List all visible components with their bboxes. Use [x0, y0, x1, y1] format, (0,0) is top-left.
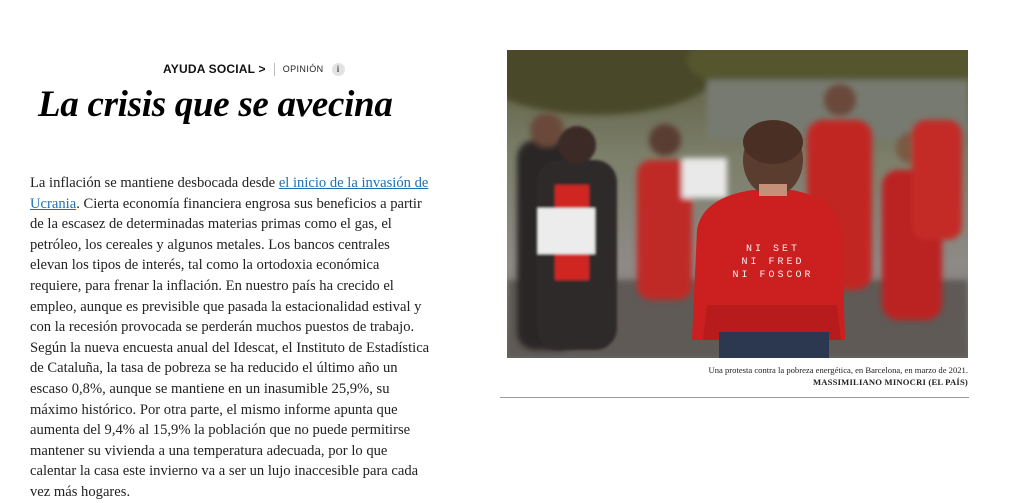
body-rest: . Cierta economía financiera engrosa sus beneficios a partir de la escasez de determinadas materias primas como el gas, el petróleo, los cereales y algunos metales. Los bancos centrales elevan los tipos de interés, tal como la ortodoxia económica requiere, para frenar la inflación. En nuestro país ha crecido el empleo, aunque es previsible que pasada la estacionalidad estival y con la recesión provocada se perderán muchos puestos de trabajo. Según la nueva encuesta anual del Idescat, el Instituto de Estadística de Cataluña, la tasa de pobreza se ha reducido el último año un escaso 0,8%, aunque se mantiene en un inasumible 25,9%, su máximo histórico. Por otra parte, el mismo informe apunta que aumenta del 9,4% al 15,9% la población que no puede permitirse mantener su vivienda a una temperatura adecuada, por lo que calentar la casa este invierno va a ser un lujo inaccesible para cada vez más hogares.: [30, 195, 430, 500]
section-link[interactable]: AYUDA SOCIAL >: [163, 62, 266, 76]
shirt-text-line-2: NI FRED: [741, 257, 805, 268]
shirt-text-line-1: NI SET: [745, 244, 801, 255]
ukraine-invasion-link[interactable]: el inicio de la invasión de Ucrania: [30, 175, 429, 212]
article-type-label: OPINIÓN: [282, 64, 324, 74]
info-icon[interactable]: i: [332, 63, 345, 76]
body-lead: La inflación se mantiene desbocada desde: [30, 175, 279, 191]
caption-text: Una protesta contra la pobreza energética, en Barcelona, en marzo de 2021.: [708, 365, 968, 375]
photo-credit: MASSIMILIANO MINOCRI (EL PAÍS): [812, 377, 968, 387]
photo-caption: [709, 364, 968, 388]
divider: [500, 397, 969, 398]
article-photo: [507, 50, 968, 358]
kicker: [163, 62, 345, 76]
shirt-text-line-3: NI FOSCOR: [732, 270, 814, 281]
article-body: [30, 173, 430, 503]
page-title: La crisis que se avecina: [38, 84, 393, 125]
kicker-divider: [274, 63, 275, 76]
